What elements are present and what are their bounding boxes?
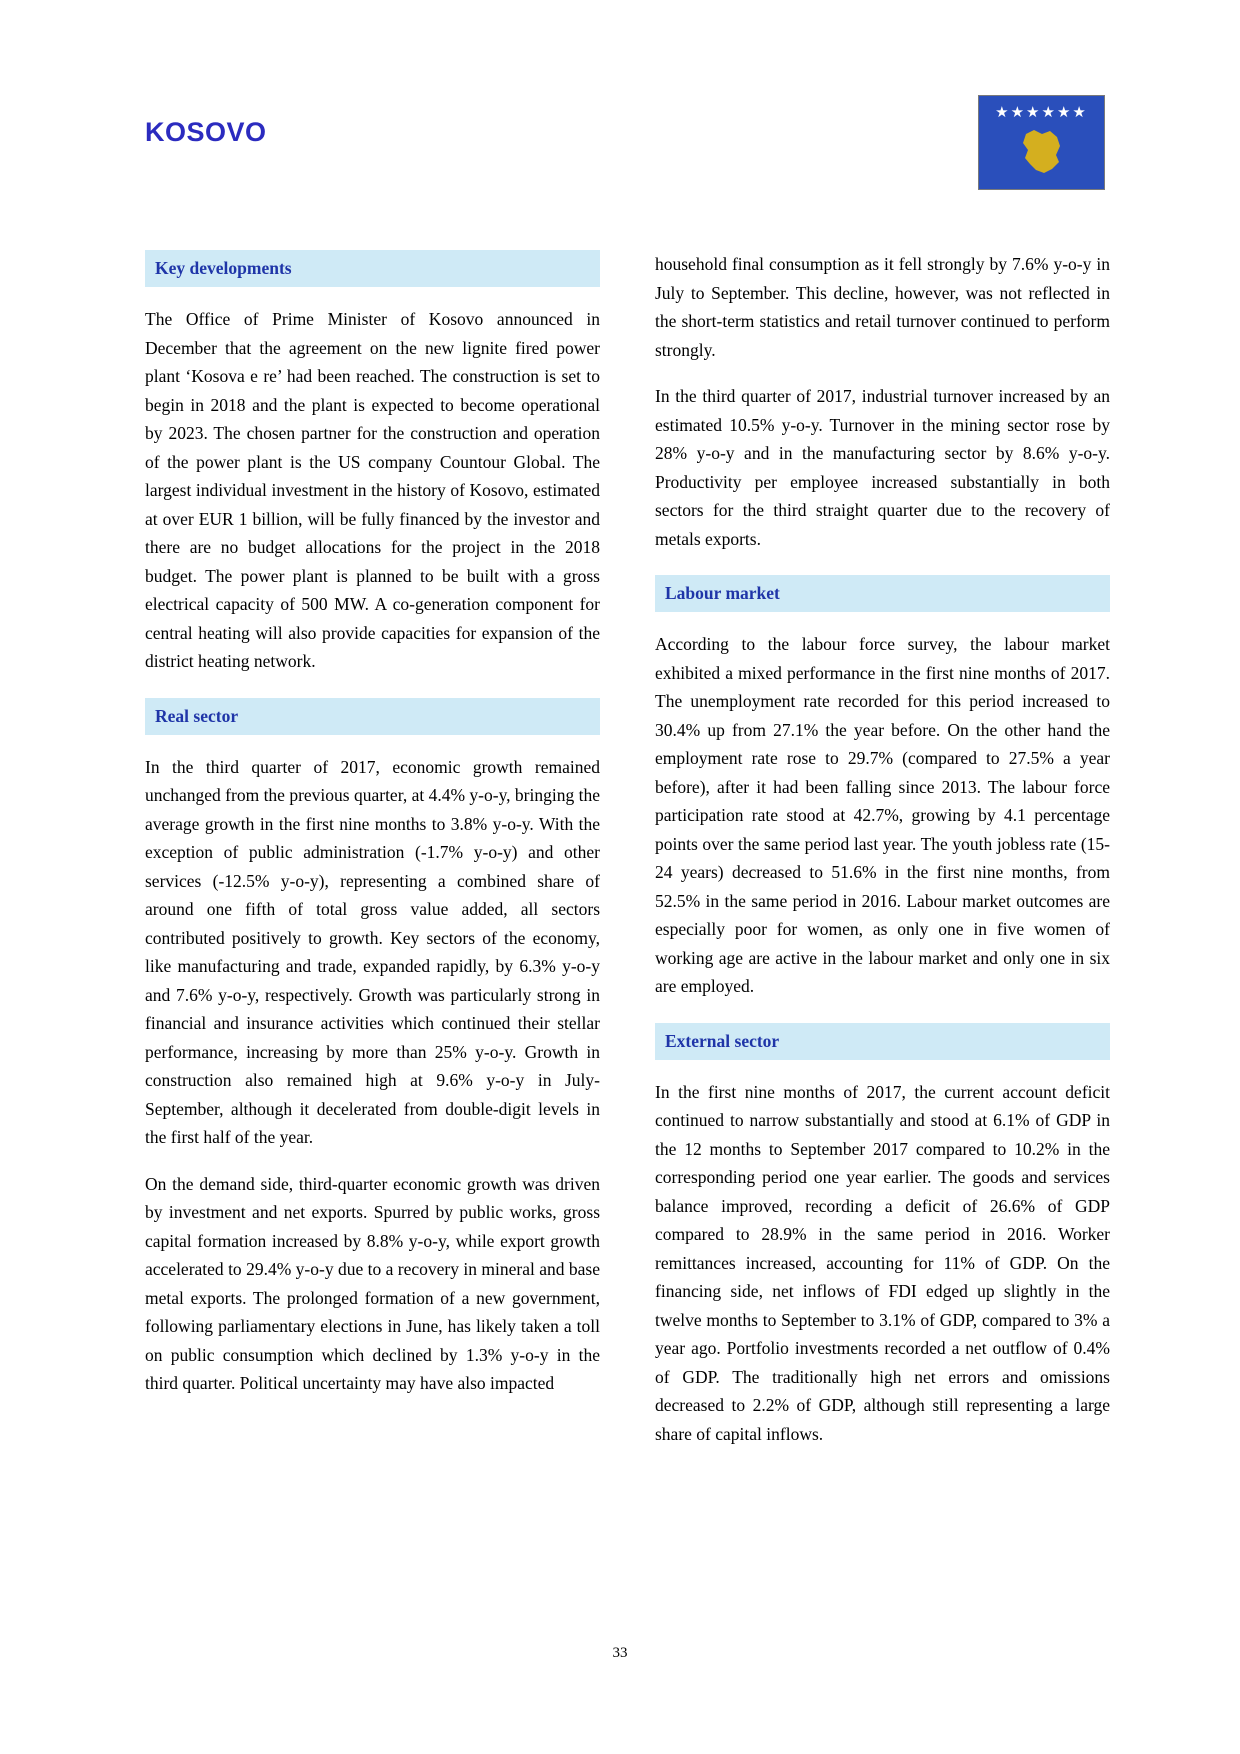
kosovo-map-icon (1016, 128, 1068, 176)
section-heading-real-sector: Real sector (145, 698, 600, 735)
paragraph-continued-2: In the third quarter of 2017, industrial turnover increased by an estimated 10.5% y-o-y. Turnover in the mining sector rose by 28% y-o-y and in the manufacturing sector by 8.6% y-o-y. Productivity per employee increased substantially in both sectors for the third straight quarter due to the recovery of metals exports. (655, 386, 1110, 549)
right-column (655, 250, 1110, 1448)
paragraph-real-sector-1: In the third quarter of 2017, economic growth remained unchanged from the previous quarter, at 4.4% y-o-y, bringing the average growth in the first nine months to 3.8% y-o-y. With the exception of public administration (-1.7% y-o-y) and other services (-12.5% y-o-y), representing a combined share of around one fifth of total gross value added, all sectors contributed positively to growth. Key sectors of the economy, like manufacturing and trade, expanded rapidly, by 6.3% y-o-y and 7.6% y-o-y, respectively. Growth was particularly strong in financial and insurance activities which continued their stellar performance, increasing by more than 25% y-o-y. Growth in construction also remained high at 9.6% y-o-y in July-September, although it decelerated from double-digit levels in the first half of the year. (145, 756, 600, 1147)
section-heading-external-sector: External sector (655, 1023, 1110, 1060)
paragraph-key-developments-1: The Office of Prime Minister of Kosovo announced in December that the agreement on the new lignite fired power plant ‘Kosova e re’ had been reached. The construction is set to begin in 2018 and the plant is expected to become operational by 2023. The chosen partner for the construction and operation of the power plant is the US company Countour Global. The largest individual investment in the history of Kosovo, estimated at over EUR 1 billion, will be fully financed by the investor and there are no budget allocations for the project in the 2018 budget. The power plant is planned to be built with a gross electrical capacity of 500 MW. A co-generation component for central heating will also provide capacities for expansion of the district heating network. (145, 309, 600, 671)
section-heading-key-developments: Key developments (145, 250, 600, 287)
kosovo-flag (978, 95, 1105, 190)
paragraph-continued-1: household final consumption as it fell strongly by 7.6% y-o-y in July to September. This decline, however, was not reflected in the short-term statistics and retail turnover continued to perform strongly. (655, 254, 1110, 360)
flag-stars: ★★★★★★ (995, 105, 1088, 121)
paragraph-real-sector-2: On the demand side, third-quarter economic growth was driven by investment and net exports. Spurred by public works, gross capital formation increased by 8.8% y-o-y, while export growth accelerated to 29.4% y-o-y due to a recovery in mineral and base metal exports. The prolonged formation of a new government, following parliamentary elections in June, has likely taken a toll on public consumption which declined by 1.3% y-o-y in the third quarter. Political uncertainty may have also impacted (145, 1173, 600, 1393)
page-header (145, 95, 1105, 210)
section-heading-labour-market: Labour market (655, 575, 1110, 612)
page-title: KOSOVO (145, 117, 267, 147)
paragraph-labour-market-1: According to the labour force survey, the labour market exhibited a mixed performance in the first nine months of 2017. The unemployment rate recorded for this period increased to 30.4% up from 27.1% the year before. On the other hand the employment rate rose to 29.7% (compared to 27.5% a year before), after it had been falling since 2013. The labour force participation rate stood at 42.7%, growing by 4.1 percentage points over the same period last year. The youth jobless rate (15-24 years) decreased to 51.6% in the first nine months, from 52.5% in the same period in 2016. Labour market outcomes are especially poor for women, as only one in five women of working age are active in the labour market and only one in six are employed. (655, 634, 1110, 996)
left-column (145, 250, 600, 1398)
page-number: 33 (612, 1645, 628, 1661)
paragraph-external-sector-1: In the first nine months of 2017, the current account deficit continued to narrow substantially and stood at 6.1% of GDP in the 12 months to September 2017 compared to 10.2% in the corresponding period one year earlier. The goods and services balance improved, recording a deficit of 26.6% of GDP compared to 28.9% in the same period in 2016. Worker remittances increased, accounting for 11% of GDP. On the financing side, net inflows of FDI edged up slightly in the twelve months to September to 3.1% of GDP, compared to 3% a year ago. Portfolio investments recorded a net outflow of 0.4% of GDP. The traditionally high net errors and omissions decreased to 2.2% of GDP, although still representing a large share of capital inflows. (655, 1081, 1110, 1444)
